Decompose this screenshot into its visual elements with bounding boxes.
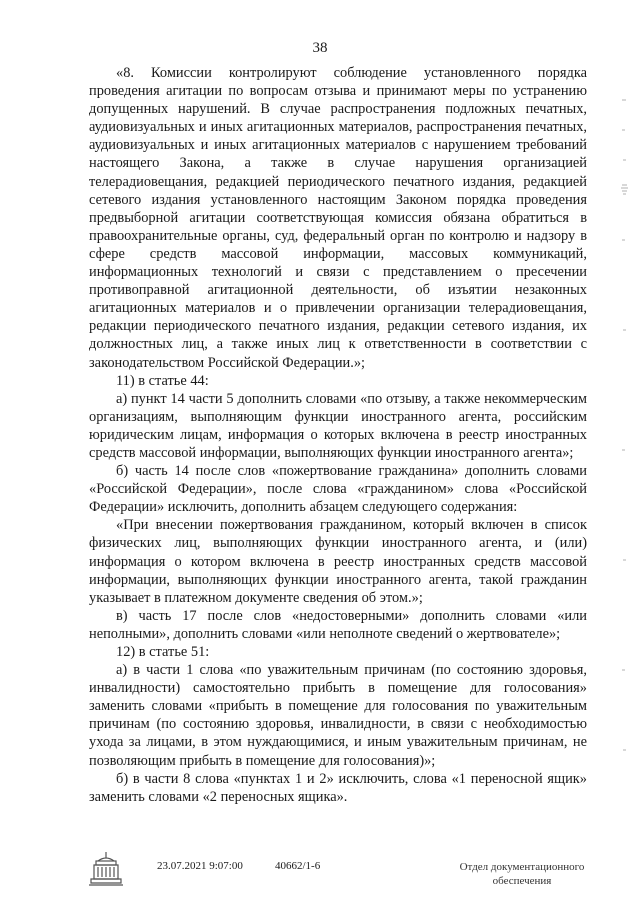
- footer-document-code: 40662/1-6: [275, 860, 321, 872]
- footer-datetime: 23.07.2021 9:07:00: [157, 860, 243, 872]
- paragraph-44-v: в) часть 17 после слов «недостоверными» дополнить словами «или неполными», дополнить словами «или неполноте сведений о жертвователе»;: [89, 607, 587, 642]
- footer: [0, 860, 640, 900]
- paragraph-44-b: б) часть 14 после слов «пожертвование гражданина» дополнить словами «Российской Федерации», после слова «гражданином» слова «Российской Федерации» исключить, дополнить абзацем следующего содержания:: [89, 463, 587, 516]
- paragraph-51-a: а) в части 1 слова «по уважительным причинам (по состоянию здоровья, инвалидности) самостоятельно прибыть в помещение для голосования» заменить словами «прибыть в помещение для голосования по уважительным причинам (по состоянию здоровья, инвалидности, в связи с необходимостью ухода за лицами, в этом нуждающимися, и иным уважительным причинам, не позволяющим прибыть в помещение для голосования)»;: [89, 662, 587, 769]
- paragraph-commission-control: «8. Комиссии контролируют соблюдение установленного порядка проведения агитации по вопросам отзыва и принимают меры по устранению допущенных нарушений. В случае распространения подложных печатных, аудиовизуальных и иных агитационных материалов, распространения печатных, аудиовизуальных и иных агитационных материалов с нарушением требований настоящего Закона, а также в случае нарушения организацией телерадиовещания, редакцией периодического печатного издания, редакцией сетевого издания установленного настоящим Законом порядка проведения предвыборной агитации соответствующая комиссия обязана обратиться в правоохранительные органы, суд, федеральный орган по контролю и надзору в сфере средств массовой информации, массовых коммуникаций, информационных технологий и связи с представлением о пресечении противоправной агитационной деятельности, об изъятии незаконных агитационных материалов и о привлечении организации телерадиовещания, редакции периодического печатного издания, редакции сетевого издания, их должностных лиц, а также иных лиц к ответственности в соответствии с законодательством Российской Федерации.»;: [89, 65, 587, 371]
- footer-department-line2: обеспечения: [492, 875, 552, 887]
- document-body: [89, 64, 587, 806]
- paragraph-donation-quote: «При внесении пожертвования гражданином, который включен в список физических лиц, выполняющих функции иностранного агента, и (или) информация о котором включена в реестр иностранных средств массовой информации, выполняющих функции иностранного агента, такой гражданин указывает в платежном документе сведения об этом.»;: [89, 517, 587, 606]
- page-number: 38: [312, 40, 328, 56]
- paragraph-44-a: а) пункт 14 части 5 дополнить словами «по отзыву, а также некоммерческим организациям, выполняющим функции иностранного агента, российским юридическим лицам, информация о которых включена в реестр иностранных средств массовой информации, выполняющих функции иностранного агента»;: [89, 390, 587, 461]
- paragraph-article-51-heading: 12) в статье 51:: [116, 644, 210, 660]
- paragraph-article-44-heading: 11) в статье 44:: [116, 372, 209, 389]
- footer-department: [447, 860, 597, 888]
- margin-scan-marks: [618, 90, 630, 770]
- paragraph-51-b: б) в части 8 слова «пунктах 1 и 2» исключить, слова «1 переносной ящик» заменить словами «2 переносных ящика».: [89, 770, 587, 805]
- footer-department-line1: Отдел документационного: [459, 861, 585, 873]
